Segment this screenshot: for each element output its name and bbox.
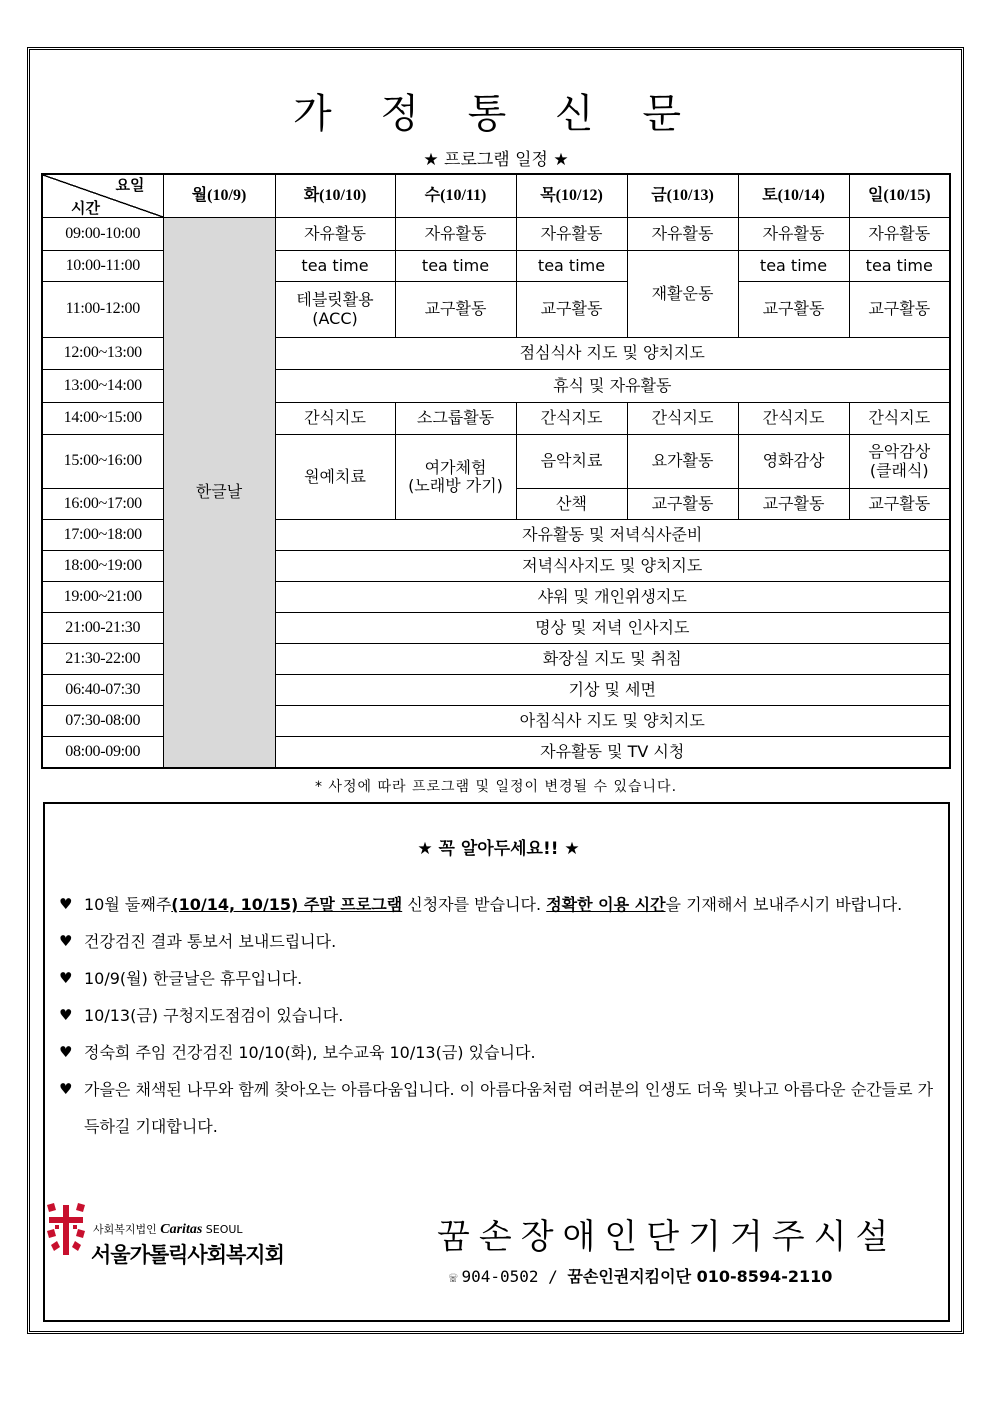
activity-cell: tea time (395, 251, 516, 282)
day-header: 일(10/15) (849, 174, 950, 218)
time-cell: 11:00-12:00 (42, 282, 163, 338)
activity-cell: 자유활동 (516, 218, 627, 251)
caritas-cross-icon (45, 1201, 89, 1257)
logo-org-name: 서울가톨릭사회복지회 (91, 1243, 284, 1267)
activity-cell: 소그룹활동 (395, 403, 516, 435)
notice-text: 10월 둘째주 (84, 895, 172, 914)
logo-subtitle (93, 1221, 243, 1238)
activity-cell: 교구활동 (627, 489, 738, 520)
notice-item (59, 997, 944, 1034)
activity-cell: 간식지도 (627, 403, 738, 435)
heart-icon: ♥ (59, 1006, 73, 1024)
activity-cell: 교구활동 (516, 282, 627, 338)
time-cell: 21:30-22:00 (42, 644, 163, 675)
notice-emphasis: (10/14, 10/15) 주말 프로그램 (171, 895, 403, 914)
time-cell: 12:00~13:00 (42, 338, 163, 370)
activity-cell: 여가체험 (노래방 가기) (395, 435, 516, 520)
phone-icon: ☏ (449, 1270, 458, 1286)
activity-cell: 음악감상 (클래식) (849, 435, 950, 489)
activity-cell-wide: 기상 및 세면 (275, 675, 950, 706)
activity-cell: tea time (738, 251, 849, 282)
notice-text: 정숙희 주임 건강검진 10/10(화), 보수교육 10/13(금) 있습니다. (84, 1043, 536, 1062)
notice-list (59, 886, 944, 1145)
heart-icon: ♥ (59, 1080, 73, 1098)
notice-text: 10/9(월) 한글날은 휴무입니다. (84, 969, 303, 988)
notice-item (59, 923, 944, 960)
activity-cell: 교구활동 (738, 489, 849, 520)
activity-cell-wide: 화장실 지도 및 취침 (275, 644, 950, 675)
activity-cell-wide: 저녁식사지도 및 양치지도 (275, 551, 950, 582)
time-cell: 08:00-09:00 (42, 737, 163, 768)
activity-cell: 교구활동 (395, 282, 516, 338)
corner-day-label: 요일 (115, 176, 145, 194)
heart-icon: ♥ (59, 895, 73, 913)
activity-cell: 자유활동 (738, 218, 849, 251)
day-header: 목(10/12) (516, 174, 627, 218)
notice-box (43, 802, 950, 1322)
heart-icon: ♥ (59, 969, 73, 987)
facility-name: 꿈손장애인단기거주시설 (437, 1217, 898, 1257)
activity-cell: 원예치료 (275, 435, 395, 520)
notice-text: 신청자를 받습니다. (402, 895, 547, 914)
time-cell: 21:00-21:30 (42, 613, 163, 644)
activity-cell: 간식지도 (738, 403, 849, 435)
notice-title: ★ 꼭 알아두세요!! ★ (417, 839, 580, 859)
header-row (42, 174, 950, 218)
activity-cell: tea time (849, 251, 950, 282)
day-header: 화(10/10) (275, 174, 395, 218)
activity-cell: 영화감상 (738, 435, 849, 489)
corner-cell (42, 174, 163, 218)
heart-icon: ♥ (59, 1043, 73, 1061)
time-cell: 16:00~17:00 (42, 489, 163, 520)
schedule-change-note: * 사정에 따라 프로그램 및 일정이 변경될 수 있습니다. (314, 779, 678, 795)
activity-cell: 간식지도 (849, 403, 950, 435)
schedule-row (42, 218, 950, 251)
activity-cell: 자유활동 (395, 218, 516, 251)
notice-text: 건강검진 결과 통보서 보내드립니다. (84, 932, 337, 951)
time-cell: 18:00~19:00 (42, 551, 163, 582)
time-cell: 15:00~16:00 (42, 435, 163, 489)
activity-cell: 교구활동 (849, 282, 950, 338)
notice-item (59, 960, 944, 997)
activity-cell: tea time (516, 251, 627, 282)
activity-cell-wide: 점심식사 지도 및 양치지도 (275, 338, 950, 370)
notice-text: 을 기재해서 보내주시기 바랍니다. (665, 895, 903, 914)
notice-item (59, 886, 944, 923)
activity-cell: 자유활동 (627, 218, 738, 251)
time-cell: 14:00~15:00 (42, 403, 163, 435)
logo-brand: Caritas (160, 1222, 203, 1237)
activity-cell: 요가활동 (627, 435, 738, 489)
activity-cell-wide: 휴식 및 자유활동 (275, 370, 950, 403)
day-header: 월(10/9) (163, 174, 275, 218)
activity-cell-wide: 샤워 및 개인위생지도 (275, 582, 950, 613)
activity-cell-wide: 자유활동 및 TV 시청 (275, 737, 950, 768)
contact-line (449, 1264, 832, 1287)
notice-item (59, 1071, 944, 1145)
logo-brand-suffix: SEOUL (202, 1223, 243, 1236)
day-header: 수(10/11) (395, 174, 516, 218)
holiday-cell: 한글날 (163, 218, 275, 768)
activity-cell: 테블릿활용 (ACC) (275, 282, 395, 338)
time-cell: 19:00~21:00 (42, 582, 163, 613)
corner-time-label: 시간 (71, 198, 100, 217)
activity-cell: 교구활동 (849, 489, 950, 520)
activity-cell: 산책 (516, 489, 627, 520)
activity-cell: 간식지도 (516, 403, 627, 435)
activity-cell-wide: 명상 및 저녁 인사지도 (275, 613, 950, 644)
schedule-subtitle: ★ 프로그램 일정 ★ (423, 150, 569, 170)
activity-cell: 음악치료 (516, 435, 627, 489)
day-header: 토(10/14) (738, 174, 849, 218)
caritas-logo (45, 1199, 315, 1279)
schedule-table (41, 173, 951, 769)
activity-cell: tea time (275, 251, 395, 282)
day-header: 금(10/13) (627, 174, 738, 218)
heart-icon: ♥ (59, 932, 73, 950)
notice-emphasis: 정확한 이용 시간 (546, 895, 666, 914)
time-cell: 17:00~18:00 (42, 520, 163, 551)
activity-cell-wide: 자유활동 및 저녁식사준비 (275, 520, 950, 551)
notice-text: 가을은 채색된 나무와 함께 찾아오는 아름다움입니다. 이 아름다움처럼 여러분의 인생도 더욱 빛나고 아름다운 순간들로 가득하길 기대합니다. (84, 1080, 934, 1136)
time-cell: 09:00-10:00 (42, 218, 163, 251)
notice-item (59, 1034, 944, 1071)
page-title: 가 정 통 신 문 (292, 91, 700, 137)
activity-cell: 재활운동 (627, 251, 738, 338)
activity-cell-wide: 아침식사 지도 및 양치지도 (275, 706, 950, 737)
time-cell: 07:30-08:00 (42, 706, 163, 737)
phone-number: 904-0502 / (461, 1267, 568, 1286)
rights-team-contact: 꿈손인권지킴이단 010-8594-2110 (567, 1267, 833, 1286)
activity-cell: 간식지도 (275, 403, 395, 435)
activity-cell: 교구활동 (738, 282, 849, 338)
activity-cell: 자유활동 (849, 218, 950, 251)
time-cell: 10:00-11:00 (42, 251, 163, 282)
time-cell: 13:00~14:00 (42, 370, 163, 403)
logo-small-text: 사회복지법인 (93, 1223, 161, 1236)
notice-text: 10/13(금) 구청지도점검이 있습니다. (84, 1006, 344, 1025)
activity-cell: 자유활동 (275, 218, 395, 251)
time-cell: 06:40-07:30 (42, 675, 163, 706)
